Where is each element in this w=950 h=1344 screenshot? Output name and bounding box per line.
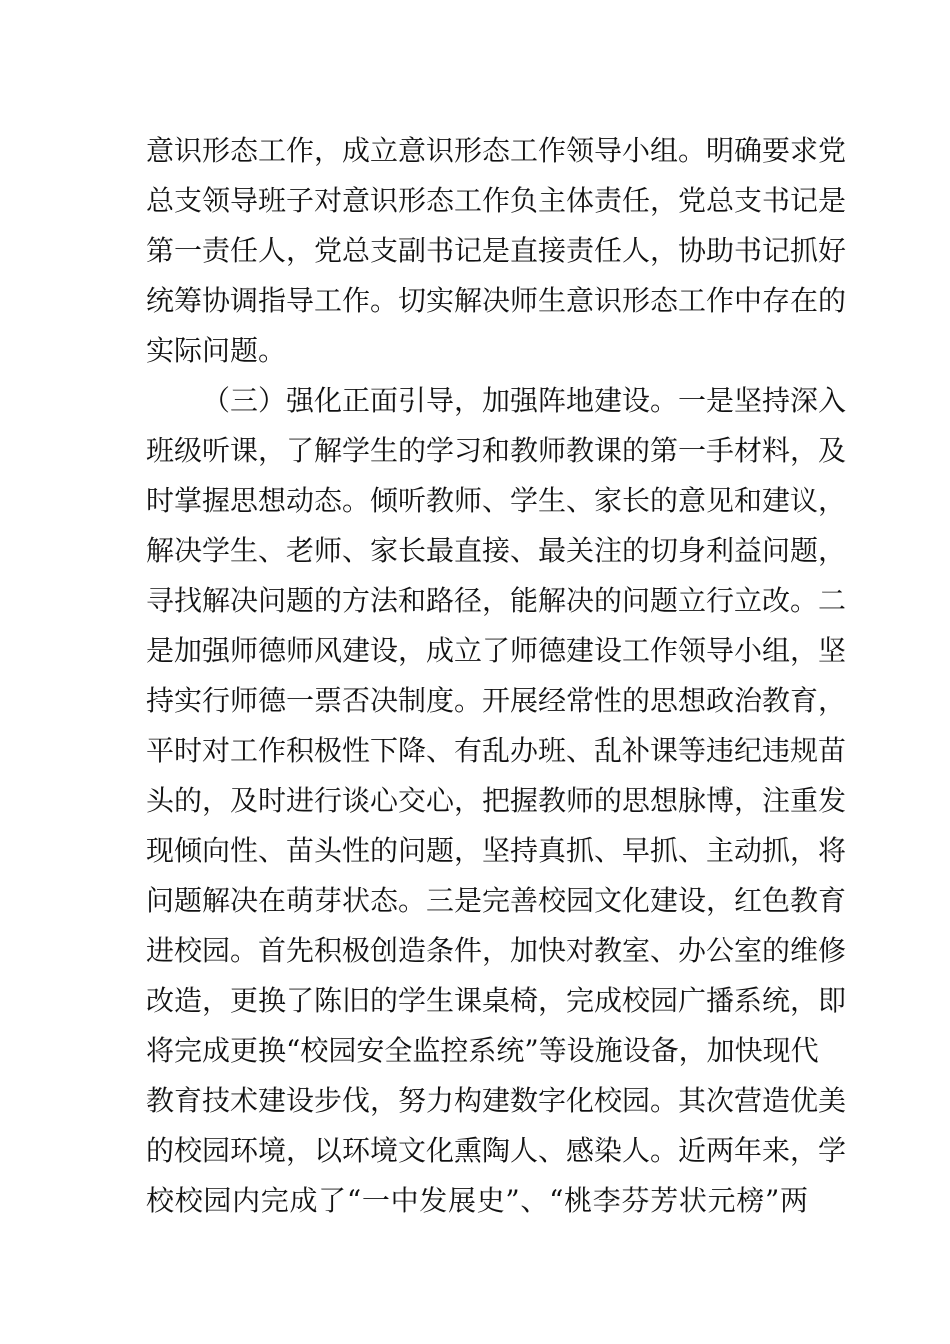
text-line: 校校园内完成了“一中发展史”、“桃李芬芳状元榜”两 bbox=[146, 1184, 808, 1217]
text-line: 实际问题。 bbox=[146, 334, 287, 367]
text-line: 是加强师德师风建设，成立了师德建设工作领导小组，坚 bbox=[146, 634, 847, 667]
text-line: 进校园。首先积极创造条件，加快对教室、办公室的维修 bbox=[146, 934, 847, 967]
text-line: 持实行师德一票否决制度。开展经常性的思想政治教育， bbox=[146, 684, 847, 717]
text-line: 意识形态工作，成立意识形态工作领导小组。明确要求党 bbox=[146, 134, 847, 167]
text-line: 教育技术建设步伐，努力构建数字化校园。其次营造优美 bbox=[146, 1084, 847, 1117]
text-line: 改造，更换了陈旧的学生课桌椅，完成校园广播系统，即 bbox=[146, 984, 847, 1017]
text-line: 问题解决在萌芽状态。三是完善校园文化建设，红色教育 bbox=[146, 884, 847, 917]
text-line: 统筹协调指导工作。切实解决师生意识形态工作中存在的 bbox=[146, 284, 847, 317]
text-line: 现倾向性、苗头性的问题，坚持真抓、早抓、主动抓，将 bbox=[146, 834, 847, 867]
text-line: 寻找解决问题的方法和路径，能解决的问题立行立改。二 bbox=[146, 584, 847, 617]
text-line: （三）强化正面引导，加强阵地建设。一是坚持深入 bbox=[202, 384, 847, 417]
text-line: 时掌握思想动态。倾听教师、学生、家长的意见和建议， bbox=[146, 484, 847, 517]
body-text bbox=[146, 126, 847, 1226]
text-line: 第一责任人，党总支副书记是直接责任人，协助书记抓好 bbox=[146, 234, 847, 267]
text-line: 平时对工作积极性下降、有乱办班、乱补课等违纪违规苗 bbox=[146, 734, 847, 767]
text-line: 头的，及时进行谈心交心，把握教师的思想脉博，注重发 bbox=[146, 784, 847, 817]
text-line: 班级听课，了解学生的学习和教师教课的第一手材料，及 bbox=[146, 434, 847, 467]
text-line: 将完成更换“校园安全监控系统”等设施设备，加快现代 bbox=[146, 1034, 819, 1067]
text-line: 解决学生、老师、家长最直接、最关注的切身利益问题， bbox=[146, 534, 847, 567]
text-line: 总支领导班子对意识形态工作负主体责任，党总支书记是 bbox=[146, 184, 847, 217]
text-line: 的校园环境，以环境文化熏陶人、感染人。近两年来，学 bbox=[146, 1134, 847, 1167]
